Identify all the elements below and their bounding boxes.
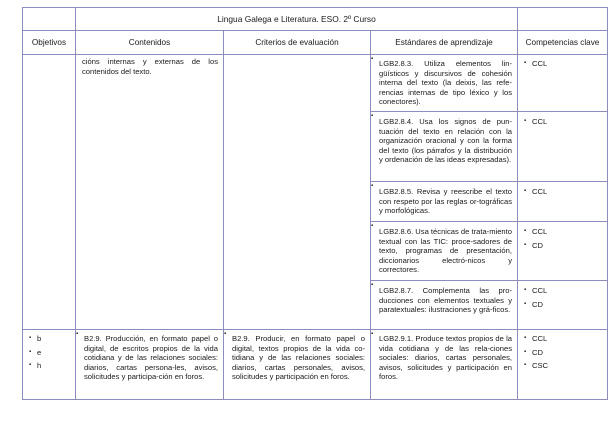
criterios-text: ▪ B2.9. Producir, en formato papel o digital, textos propios de la vida co-tidiana y de las relaciones sociales: diarios, cartas personales, avisos, solicitudes y participación en foros. <box>224 330 370 384</box>
competencia-item: ▪ CCL <box>524 286 603 296</box>
estandar-text: ▪ LGB2.8.5. Revisa y reescribe el texto con respeto por las reglas or-tográficas y morfológicas. <box>371 182 517 218</box>
competencia-item: ▪ CCL <box>524 227 603 237</box>
competencias-cell <box>518 182 608 222</box>
estandar-text: ▪ LGB2.8.7. Complementa las pro-ducciones con elementos textuales y paratextuales: ilustraciones y grá-ficos. <box>371 281 517 317</box>
estandar-cell <box>371 112 518 182</box>
competencia-item: ▪ CCL <box>524 117 603 127</box>
curriculum-table <box>22 7 608 400</box>
objetivos-cell <box>23 55 76 330</box>
competencia-item: ▪ CD <box>524 300 603 310</box>
table-row <box>23 330 608 400</box>
objetivo-item: ▪ h <box>29 361 71 371</box>
header-contenidos: Contenidos <box>76 31 224 55</box>
competencias-cell <box>518 55 608 112</box>
estandar-cell <box>371 55 518 112</box>
contenidos-text: ▪ B2.9. Producción, en formato papel o digital, de escritos propios de la vida cotidiana y de las relaciones sociales: diarios, cartas persona-les, avisos, solicitudes y participa-ción en foros. <box>76 330 223 384</box>
competencia-item: ▪ CCL <box>524 334 603 344</box>
estandar-text: ▪ LGB2.8.6. Usa técnicas de trata-miento textual con las TIC: proce-sadores de texto, programas de presentación, diccionarios electró-nicos y correctores. <box>371 222 517 277</box>
table-row <box>23 55 608 112</box>
estandar-text: ▪ LGB2.8.3. Utiliza elementos lin-güísticos y discursivos de cohesión interna del texto (la deixis, las refe-rencias internas de tipo léxico y los conectores). <box>371 55 517 109</box>
competencias-cell <box>518 281 608 330</box>
competencia-item: ▪ CCL <box>524 59 603 69</box>
criterios-cell <box>224 330 371 400</box>
title-left-blank <box>23 8 76 31</box>
competencia-item: ▪ CD <box>524 348 603 358</box>
objetivo-item: ▪ e <box>29 348 71 358</box>
estandar-cell <box>371 182 518 222</box>
competencias-cell <box>518 330 608 400</box>
objetivo-item: ▪ b <box>29 334 71 344</box>
estandar-cell <box>371 281 518 330</box>
competencia-item: ▪ CCL <box>524 187 603 197</box>
header-estandares: Estándares de aprendizaje <box>371 31 518 55</box>
competencias-cell <box>518 222 608 281</box>
table-title: Lingua Galega e Literatura. ESO. 2º Curso <box>76 8 518 31</box>
title-right-blank <box>518 8 608 31</box>
header-criterios: Criterios de evaluación <box>224 31 371 55</box>
header-objetivos: Objetivos <box>23 31 76 55</box>
criterios-cell <box>224 55 371 330</box>
competencia-item: ▪ CSC <box>524 361 603 371</box>
competencias-cell <box>518 112 608 182</box>
estandar-cell <box>371 330 518 400</box>
contenidos-text: cións internas y externas de los contenidos del texto. <box>82 57 218 76</box>
estandar-text: ▪ LGB2.9.1. Produce textos propios de la vida cotidiana y de las rela-ciones sociales: diarios, cartas personales, avisos, solicitudes y participación en foros. <box>371 330 517 384</box>
header-competencias: Competencias clave <box>518 31 608 55</box>
estandar-text: ▪ LGB2.8.4. Usa los signos de pun-tuación del texto en relación con la organización oracional y con la forma del texto (los párrafos y la distribución y ordenación de las ideas expresadas). <box>371 112 517 167</box>
competencia-item: ▪ CD <box>524 241 603 251</box>
objetivos-cell <box>23 330 76 400</box>
contenidos-cell <box>76 330 224 400</box>
contenidos-cell <box>76 55 224 330</box>
estandar-cell <box>371 222 518 281</box>
